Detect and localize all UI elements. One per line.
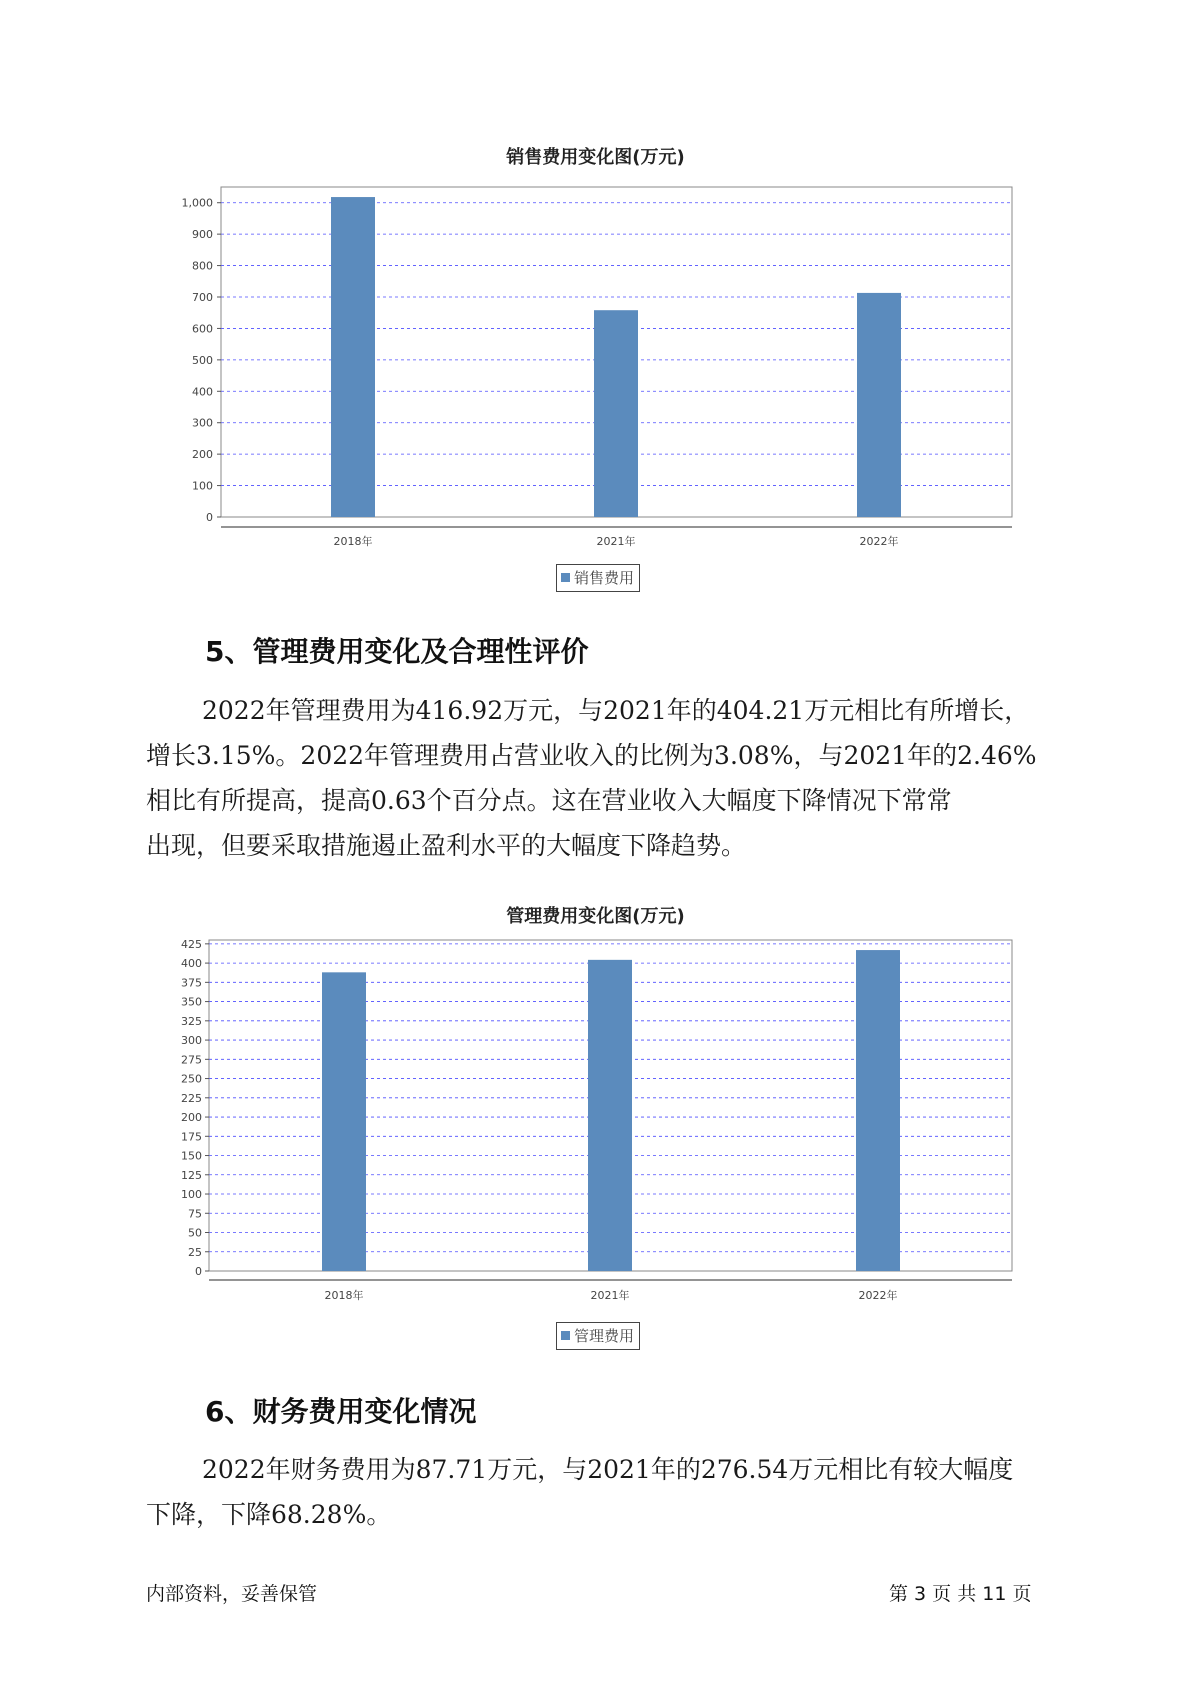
bar: [322, 972, 366, 1271]
y-tick-label: 900: [192, 228, 213, 242]
legend-swatch: [561, 1331, 570, 1340]
y-tick-label: 225: [181, 1091, 202, 1105]
section-6-heading: 6、财务费用变化情况: [205, 1395, 477, 1428]
y-tick-label: 200: [181, 1111, 202, 1125]
admin-chart-title: 管理费用变化图(万元): [506, 906, 685, 927]
y-tick-label: 100: [192, 479, 213, 493]
y-tick-label: 275: [181, 1053, 202, 1067]
y-tick-label: 100: [181, 1188, 202, 1202]
y-tick-label: 125: [181, 1168, 202, 1182]
y-tick-label: 325: [181, 1014, 202, 1028]
section-5-heading: 5、管理费用变化及合理性评价: [205, 635, 589, 668]
paragraph-line: 2022年财务费用为87.71万元，与2021年的276.54万元相比有较大幅度: [202, 1455, 1014, 1484]
legend-label: 管理费用: [574, 1327, 635, 1345]
sales-chart-title: 销售费用变化图(万元): [506, 147, 685, 168]
x-tick-label: 2022年: [858, 1289, 898, 1302]
y-tick-label: 700: [192, 291, 213, 304]
paragraph-line: 2022年管理费用为416.92万元，与2021年的404.21万元相比有所增长，: [202, 696, 1030, 725]
x-tick-label: 2022年: [859, 535, 899, 548]
x-tick-label: 2018年: [324, 1289, 364, 1302]
y-tick-label: 500: [192, 353, 213, 367]
y-tick-label: 200: [192, 448, 213, 462]
y-tick-label: 75: [188, 1207, 202, 1221]
page-number: 第 3 页 共 11 页: [889, 1583, 1032, 1605]
bar: [588, 960, 632, 1271]
y-tick-label: 150: [181, 1149, 202, 1163]
admin-chart-legend: [556, 1322, 640, 1350]
paragraph-line: 增长3.15%。2022年管理费用占营业收入的比例为3.08%，与2021年的2.46%: [146, 741, 1037, 770]
y-tick-label: 0: [206, 511, 213, 524]
paragraph-line: 出现，但要采取措施遏止盈利水平的大幅度下降趋势。: [146, 831, 747, 860]
y-tick-label: 350: [181, 995, 202, 1009]
y-tick-label: 1,000: [181, 196, 213, 210]
paragraph-line: 下降，下降68.28%。: [146, 1500, 392, 1529]
y-tick-label: 400: [192, 385, 213, 399]
x-tick-label: 2021年: [590, 1289, 630, 1302]
paragraph-line: 相比有所提高，提高0.63个百分点。这在营业收入大幅度下降情况下常常: [146, 786, 952, 815]
y-tick-label: 25: [188, 1245, 202, 1259]
footer-note: 内部资料，妥善保管: [146, 1583, 318, 1605]
y-tick-label: 250: [181, 1072, 202, 1086]
y-tick-label: 375: [181, 976, 202, 990]
x-tick-label: 2021年: [596, 535, 636, 548]
y-tick-label: 50: [188, 1226, 202, 1240]
x-tick-label: 2018年: [333, 535, 373, 548]
legend-label: 销售费用: [574, 569, 635, 587]
bar: [856, 950, 900, 1271]
y-tick-label: 300: [181, 1034, 202, 1048]
y-tick-label: 175: [181, 1130, 202, 1144]
y-tick-label: 400: [181, 957, 202, 971]
y-tick-label: 800: [192, 259, 213, 273]
section-6-paragraph: [146, 1447, 1058, 1537]
y-tick-label: 300: [192, 416, 213, 430]
y-tick-label: 425: [181, 937, 202, 951]
y-tick-label: 0: [195, 1265, 202, 1278]
y-tick-label: 600: [192, 322, 213, 336]
